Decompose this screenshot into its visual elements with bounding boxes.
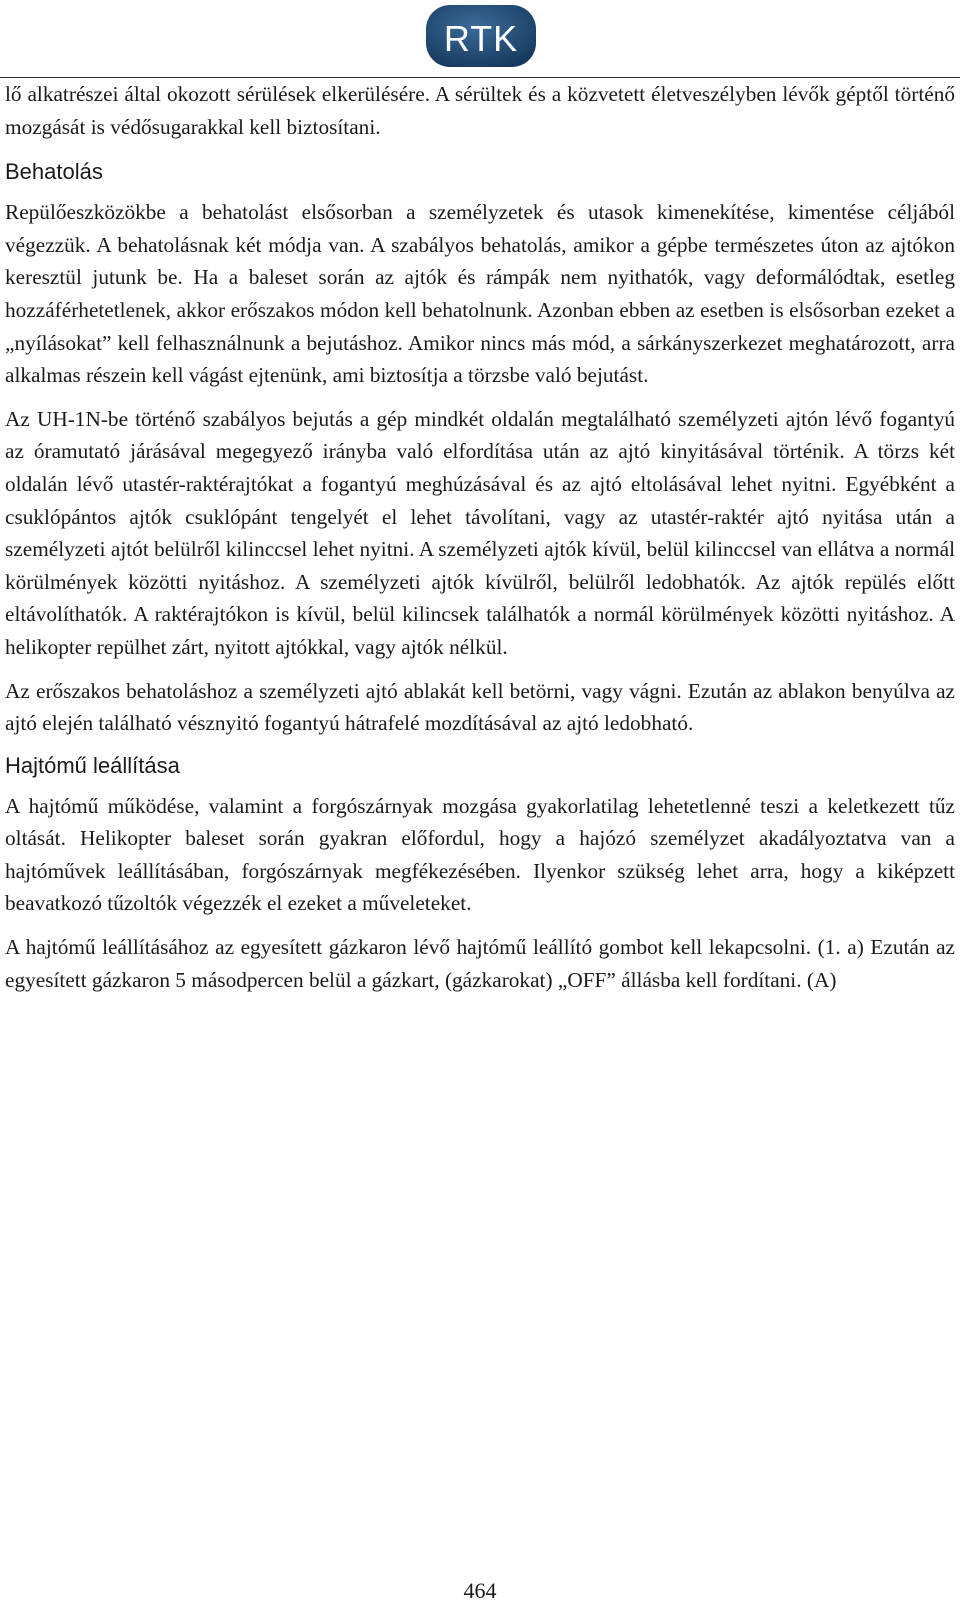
section-heading-behatolas: Behatolás: [5, 159, 103, 185]
rtk-logo: [424, 3, 538, 69]
paragraph-hajtomu-1: A hajtómű működése, valamint a forgószárnyak mozgása gyakorlatilag lehetetlenné teszi a keletkezett tűz oltását. Helikopter baleset során gyakran előfordul, hogy a hajózó személyzet akadályoztatva van a hajtóművek leállításában, forgószárnyak megfékezésében. Ilyenkor szükség lehet arra, hogy a kiképzett beavatkozó tűzoltók végezzék el ezeket a műveleteket.: [5, 793, 955, 916]
rtk-logo-graphic: [424, 3, 538, 69]
logo-text: RTK: [443, 18, 519, 59]
page-number: 464: [463, 1578, 497, 1603]
page-content: [5, 78, 955, 996]
paragraph-behatolas-3: Az erőszakos behatoláshoz a személyzeti ajtó ablakát kell betörni, vagy vágni. Ezután az ablakon benyúlva az ajtó elején található vésznyitó fogantyú hátrafelé mozdításával az ajtó ledobható.: [5, 678, 955, 736]
paragraph-hajtomu-2: A hajtómű leállításához az egyesített gázkaron lévő hajtómű leállító gombot kell lekapcsolni. (1. a) Ezután az egyesített gázkaron 5 másodpercen belül a gázkart, (gázkarokat) „OFF” állásba kell fordítani. (A): [5, 935, 955, 992]
paragraph-behatolas-2: Az UH-1N-be történő szabályos bejutás a gép mindkét oldalán megtalálható személyzeti ajtón lévő fogantyú az óramutató járásával megegyező irányba való elfordítása után az ajtó kinyitásával történik. A törzs két oldalán lévő utastér-raktérajtókat a fogantyú meghúzásával és az ajtó eltolásával lehet nyitni. Egyébként a csuklópántos ajtók csuklópánt tengelyét el lehet távolítani, vagy az utastér-raktér ajtó nyitása után a személyzeti ajtót belülről kilinccsel lehet nyitni. A személyzeti ajtók kívül, belül kilinccsel van ellátva a normál körülmények közötti nyitáshoz. A személyzeti ajtók kívülről, belülről ledobhatók. Az ajtók repülés előtt eltávolíthatók. A raktérajtókon is kívül, belül kilincsek találhatók a normál körülmények közötti nyitáshoz. A helikopter repülhet zárt, nyitott ajtókkal, vagy ajtók nélkül.: [5, 406, 955, 659]
paragraph-behatolas-1: Repülőeszközökbe a behatolást elsősorban a személyzetek és utasok kimenekítése, kimentése céljából végezzük. A behatolásnak két módja van. A szabályos behatolás, amikor a gépbe természetes úton az ajtókon keresztül jutunk be. Ha a baleset során az ajtók és rámpák nem nyithatók, vagy deformálódtak, esetleg hozzáférhetetlenek, akkor erőszakos módon kell behatolnunk. Azonban ebben az esetben is elsősorban ezeket a „nyílásokat” kell felhasználnunk a bejutáshoz. Amikor nincs más mód, a sárkányszerkezet meghatározott, arra alkalmas részein kell vágást ejtenünk, ami biztosítja a törzsbe való bejutást.: [5, 200, 955, 388]
section-heading-hajtomu: Hajtómű leállítása: [5, 752, 180, 778]
intro-paragraph: lő alkatrészei által okozott sérülések elkerülésére. A sérültek és a közvetett életveszélyben lévők géptől történő mozgását is védősugarakkal kell biztosítani.: [5, 82, 955, 139]
